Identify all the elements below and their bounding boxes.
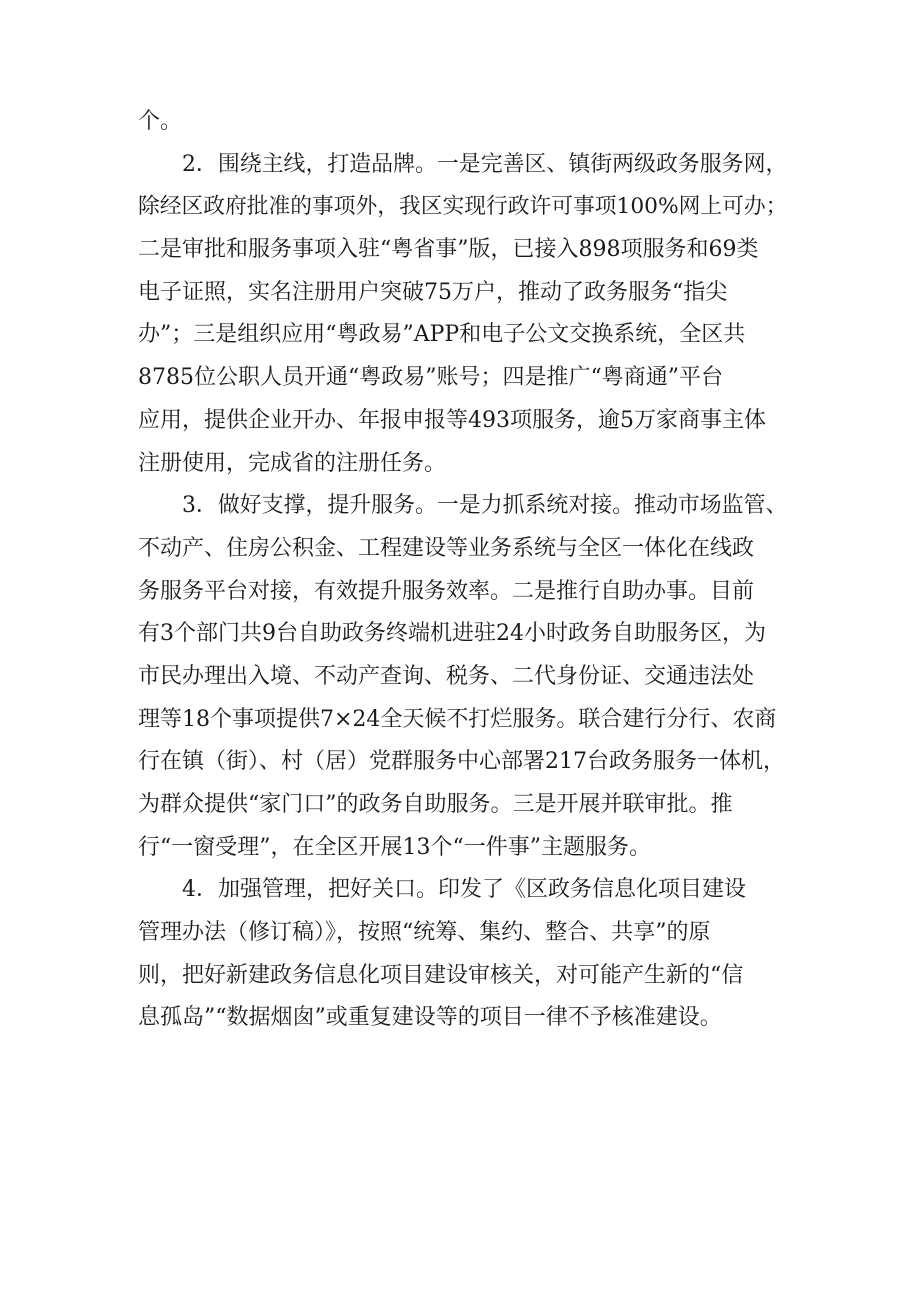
text-line: 除经区政府批准的事项外，我区实现行政许可事项100%网上可办；: [138, 194, 788, 220]
paragraph-4-line: 4．加强管理，把好关口。印发了《区政务信息化项目建设: [182, 877, 746, 903]
text-line: 应用，提供企业开办、年报申报等493项服务，逾5万家商事主体: [138, 407, 766, 433]
text-line: 不动产、住房公积金、工程建设等业务系统与全区一体化在线政: [138, 535, 755, 561]
text-line: 理等18个事项提供7×24全天候不打烂服务。联合建行分行、农商: [138, 706, 777, 732]
text-line: 市民办理出入境、不动产查询、税务、二代身份证、交通违法处: [138, 663, 755, 689]
text-line: 注册使用，完成省的注册任务。: [138, 450, 447, 476]
text-line: 二是审批和服务事项入驻“粤省事”版，已接入898项服务和69类: [138, 237, 759, 263]
text-line: 个。: [138, 109, 183, 134]
text-line: 息孤岛”“数据烟囱”或重复建设等的项目一律不予核准建设。: [138, 1005, 722, 1031]
text-line: 行在镇（街）、村（居）党群服务中心部署217台政务服务一体机，: [138, 749, 785, 775]
text-line: 办”；三是组织应用“粤政易”APP和电子公文交换系统，全区共: [138, 322, 746, 348]
text-line: 8785位公职人员开通“粤政易”账号；四是推广“粤商通”平台: [138, 365, 723, 391]
text-line: 有3个部门共9台自助政务终端机进驻24小时政务自助服务区，为: [138, 621, 766, 647]
text-line: 电子证照，实名注册用户突破75万户，推动了政务服务“指尖: [138, 279, 728, 305]
text-line: 务服务平台对接，有效提升服务效率。二是推行自助办事。目前: [138, 578, 755, 604]
paragraph-3-line: 3．做好支撑，提升服务。一是力抓系统对接。推动市场监管、: [182, 493, 788, 519]
paragraph-2-line: 2．围绕主线，打造品牌。一是完善区、镇街两级政务服务网，: [182, 151, 788, 177]
text-line: 管理办法（修订稿）》，按照“统筹、集约、整合、共享”的原: [138, 920, 711, 946]
text-line: 行“一窗受理”，在全区开展13个“一件事”主题服务。: [138, 834, 651, 860]
document-body: [138, 101, 788, 1040]
text-line: 为群众提供“家门口”的政务自助服务。三是开展并联审批。推: [138, 792, 733, 817]
text-line: 则，把好新建政务信息化项目建设审核关，对可能产生新的“信: [138, 962, 744, 988]
